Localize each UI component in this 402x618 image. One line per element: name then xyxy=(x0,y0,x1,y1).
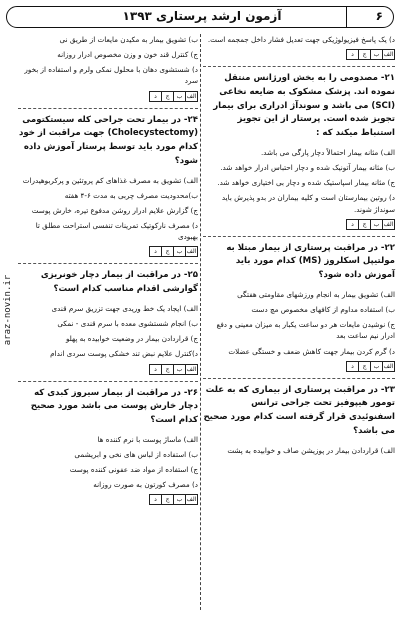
separator xyxy=(18,108,198,109)
answer-box-c[interactable]: ج xyxy=(161,494,174,505)
answer-box-b[interactable]: ب xyxy=(173,364,186,375)
option-text: ب) تشویق بیمار به مکیدن مایعات از طریق نی xyxy=(59,35,198,44)
column-divider xyxy=(200,34,201,610)
option-26-a: الف) ماساژ پوست با نرم کننده ها xyxy=(97,434,198,444)
separator xyxy=(203,378,395,379)
option-22-d: د) گرم کردن بیمار جهت کاهش ضعف و خستگی عضلات xyxy=(228,346,395,356)
answer-box-a[interactable]: الف xyxy=(383,51,394,59)
answer-box-a[interactable]: الف xyxy=(186,365,197,373)
option-21-a: الف) مثانه بیمار احتمالاً دچار پارگی می باشد. xyxy=(260,147,395,157)
answer-box-d[interactable]: د xyxy=(149,364,162,375)
answer-box-c[interactable]: ج xyxy=(358,361,371,372)
option-22-b: ب) استفاده مداوم از کافهای مخصوص مچ دست xyxy=(251,305,395,315)
answer-box-b[interactable]: ب xyxy=(370,49,383,60)
answer-boxes xyxy=(18,91,198,102)
answer-box-b[interactable]: ب xyxy=(173,494,186,505)
answer-box-c[interactable]: ج xyxy=(358,49,371,60)
left-column xyxy=(18,34,198,614)
answer-box-a[interactable]: الف xyxy=(383,362,394,370)
answer-box-c[interactable]: ج xyxy=(161,364,174,375)
right-column xyxy=(203,34,395,614)
option-22-c: ج) نوشیدن مایعات هر دو ساعت یکبار به میزان معینی و دفع ادرار نیم ساعت بعد xyxy=(216,320,395,341)
separator xyxy=(18,381,198,382)
option-text: د) شستشوی دهان با محلول نمکی ولرم و استفاده از بخور سرد xyxy=(24,65,198,86)
answer-box-d[interactable]: د xyxy=(149,246,162,257)
option-text: ج) کنترل قند خون و وزن مخصوص ادرار روزانه xyxy=(57,50,198,60)
answer-box-c[interactable]: ج xyxy=(358,219,371,230)
header-number-box xyxy=(346,6,365,27)
option-26-d: د) مصرف کورتون به صورت روزانه xyxy=(93,480,198,490)
question-26: ۲۶- در مراقبت از بیمار سیروز کبدی که دچار خارش پوست می باشد مورد صحیح کدام است؟ xyxy=(30,387,198,426)
option-26-c: ج) استفاده از مواد ضد عفونی کننده پوست xyxy=(69,465,198,475)
page-number: ۶ xyxy=(375,9,383,23)
separator xyxy=(203,236,395,237)
option-25-b: ب) انجام شستشوی معده با سرم قندی - نمکی xyxy=(57,319,198,329)
option-21-c: ج) مثانه بیمار اسپاستیک شده و دچار بی اختیاری خواهد شد. xyxy=(217,178,395,188)
question-24: ۲۴- در بیمار تحت جراحی کله سیستکتومی (Cholecystectomy) جهت مراقبت از خود کدام مورد باید توسط پرستار آموزش داده شود؟ xyxy=(18,114,198,166)
watermark-text: araz-novin.ir xyxy=(3,274,13,346)
option-21-b: ب) مثانه بیمار آتونیک شده و دچار احتباس ادرار خواهد شد. xyxy=(220,163,395,173)
answer-box-d[interactable]: د xyxy=(346,49,359,60)
option-24-c: ج) گزارش علایم ادرار روشن مدفوع تیره، خارش پوست xyxy=(31,205,198,215)
option-26-b: ب) استفاده از لباس های نخی و ابریشمی xyxy=(74,449,198,459)
answer-box-d[interactable]: د xyxy=(346,361,359,372)
option-21-d: د) روتین بیمارستان است و کلیه بیماران در بدو پذیرش باید سونداژ شوند. xyxy=(221,193,395,214)
separator xyxy=(203,66,395,67)
answer-box-b[interactable]: ب xyxy=(173,91,186,102)
option-24-d: د) مصرف ناركوتيک تمرینات تنفسی استراحت مطلق تا بهبودی xyxy=(35,221,198,242)
question-22: ۲۲- در مراقبت پرستاری از بیمار مبتلا به مولتیپل اسکلروز (MS) کدام مورد باید آموزش داده شود؟ xyxy=(226,242,395,281)
answer-box-a[interactable]: الف xyxy=(383,220,394,228)
option-22-a: الف) تشویق بیمار به انجام ورزشهای مقاومتی هفتگی xyxy=(237,289,395,299)
watermark-strip xyxy=(0,200,12,430)
answer-box-c[interactable]: ج xyxy=(161,246,174,257)
answer-boxes xyxy=(18,494,198,505)
answer-box-b[interactable]: ب xyxy=(370,361,383,372)
option-24-a: الف) تشویق به مصرف غذاهای کم پروتئین و پرکربوهیدرات xyxy=(22,175,198,185)
option-25-c: ج) قراردادن بیمار در وضعیت خوابیده به پهلو xyxy=(65,334,198,344)
option-text: د) یک پاسخ فیزیولوژیکی جهت تعدیل فشار داخل جمجمه است. xyxy=(207,35,395,44)
answer-box-b[interactable]: ب xyxy=(173,246,186,257)
page-header xyxy=(6,6,394,28)
answer-boxes xyxy=(203,361,395,372)
answer-box-c[interactable]: ج xyxy=(161,91,174,102)
answer-boxes xyxy=(18,246,198,257)
option-23-a: الف) قراردادن بیمار در پوزیشن صاف و خوابیده به پشت xyxy=(227,445,395,455)
answer-box-a[interactable]: الف xyxy=(186,92,197,100)
option-25-d: د)کنترل علایم نبض تند خشکی پوست سردی اندام xyxy=(50,349,198,359)
answer-box-b[interactable]: ب xyxy=(370,219,383,230)
option-25-a: الف) ایجاد یک خط وریدی جهت تزریق سرم قندی xyxy=(51,303,198,313)
header-title: آزمون ارشد پرستاری ۱۳۹۳ xyxy=(122,9,282,23)
question-23: ۲۳- در مراقبت پرستاری از بیماری که به علت تومور هیپوفیز تحت جراحی ترانس اسفنوئیدی قرار گرفته است کدام مورد صحیح می باشد؟ xyxy=(203,384,395,436)
answer-box-d[interactable]: د xyxy=(346,219,359,230)
question-21: ۲۱- مصدومی را به بخش اورژانس منتقل نموده اند. پزشک مشکوک به ضایعه نخاعی (SCI) می باشد و سوندآژ ادراری برای بیمار تجویز شده است. پرستار از این تجویز استنباط میکند که : xyxy=(213,73,395,139)
answer-boxes xyxy=(203,49,395,60)
option-24-b: ب)محدودیت مصرف چربی به مدت ۶-۴ هفته xyxy=(64,190,198,200)
answer-box-a[interactable]: الف xyxy=(186,248,197,256)
answer-box-a[interactable]: الف xyxy=(186,496,197,504)
answer-box-d[interactable]: د xyxy=(149,91,162,102)
answer-box-d[interactable]: د xyxy=(149,494,162,505)
answer-boxes xyxy=(203,219,395,230)
question-25: ۲۵- در مراقبت از بیمار دچار خونریزی گوارشی اقدام مناسب کدام است؟ xyxy=(40,270,198,295)
separator xyxy=(18,263,198,264)
answer-boxes xyxy=(18,364,198,375)
